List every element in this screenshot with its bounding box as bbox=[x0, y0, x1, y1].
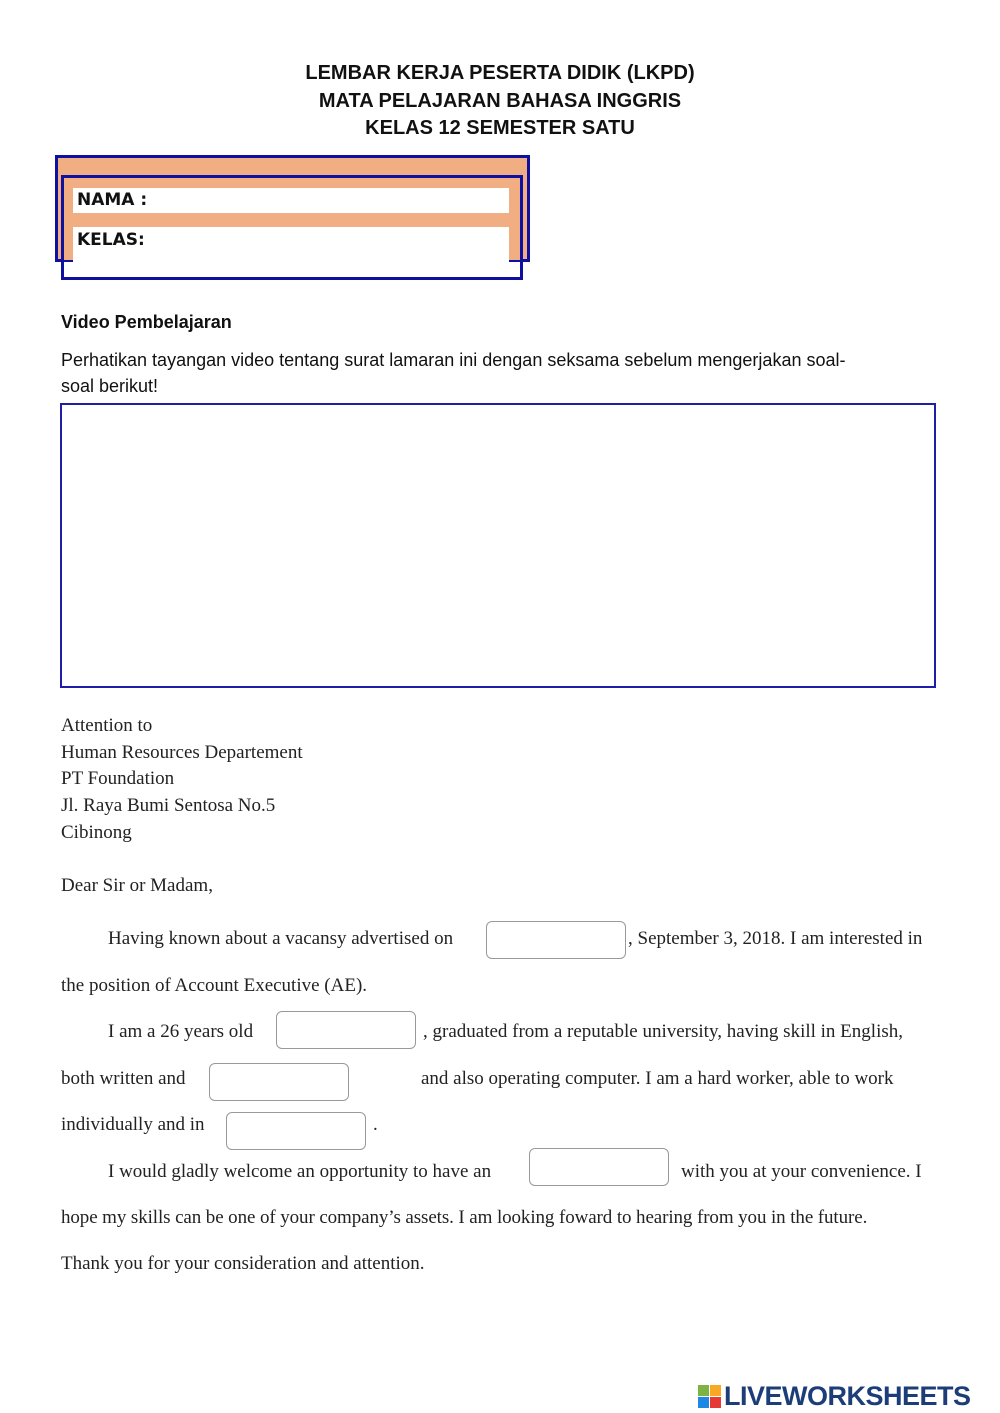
letter-text: individually and in bbox=[61, 1114, 205, 1135]
letter-text: with you at your convenience. I bbox=[681, 1161, 922, 1182]
answer-blank-2[interactable] bbox=[276, 1011, 416, 1049]
address-line: Human Resources Departement bbox=[61, 742, 303, 763]
title-line-2: MATA PELAJARAN BAHASA INGGRIS bbox=[318, 90, 682, 112]
answer-blank-5[interactable] bbox=[529, 1148, 669, 1186]
address-line: Cibinong bbox=[61, 822, 132, 843]
video-heading: Video Pembelajaran bbox=[61, 312, 232, 332]
letter-text: hope my skills can be one of your company’s assets. I am looking foward to hearing from you in the future. bbox=[61, 1207, 868, 1228]
letter-text: . bbox=[373, 1114, 378, 1135]
letter-text: , graduated from a reputable university, having skill in English, bbox=[423, 1021, 903, 1042]
class-label: KELAS: bbox=[77, 230, 145, 250]
address-line: Jl. Raya Bumi Sentosa No.5 bbox=[61, 795, 276, 816]
letter-text: Thank you for your consideration and attention. bbox=[61, 1253, 425, 1274]
answer-blank-3[interactable] bbox=[209, 1063, 349, 1101]
live-badge-icon bbox=[698, 1385, 721, 1408]
name-label: NAMA : bbox=[77, 190, 148, 210]
liveworksheets-logo bbox=[698, 1381, 971, 1412]
greeting: Dear Sir or Madam, bbox=[61, 875, 213, 896]
letter-text: Having known about a vacansy advertised on bbox=[108, 928, 454, 949]
logo-text: LIVEWORKSHEETS bbox=[724, 1381, 971, 1411]
video-player[interactable] bbox=[60, 403, 936, 688]
title-line-3: KELAS 12 SEMESTER SATU bbox=[365, 117, 635, 139]
title-line-1: LEMBAR KERJA PESERTA DIDIK (LKPD) bbox=[305, 62, 695, 84]
name-field[interactable] bbox=[73, 188, 509, 213]
letter-text: , September 3, 2018. I am interested in bbox=[628, 928, 923, 949]
video-instruction-1: Perhatikan tayangan video tentang surat lamaran ini dengan seksama sebelum mengerjakan soal- bbox=[61, 350, 846, 370]
class-field[interactable] bbox=[73, 227, 509, 277]
answer-blank-4[interactable] bbox=[226, 1112, 366, 1150]
video-instruction-2: soal berikut! bbox=[61, 376, 159, 396]
letter-text: the position of Account Executive (AE). bbox=[61, 975, 368, 996]
address-line: Attention to bbox=[61, 715, 153, 736]
answer-blank-1[interactable] bbox=[486, 921, 626, 959]
letter-text: I am a 26 years old bbox=[108, 1021, 254, 1042]
letter-text: both written and bbox=[61, 1068, 186, 1089]
letter-text: I would gladly welcome an opportunity to have an bbox=[108, 1161, 492, 1182]
letter-text: and also operating computer. I am a hard worker, able to work bbox=[421, 1068, 894, 1089]
address-line: PT Foundation bbox=[61, 768, 175, 789]
